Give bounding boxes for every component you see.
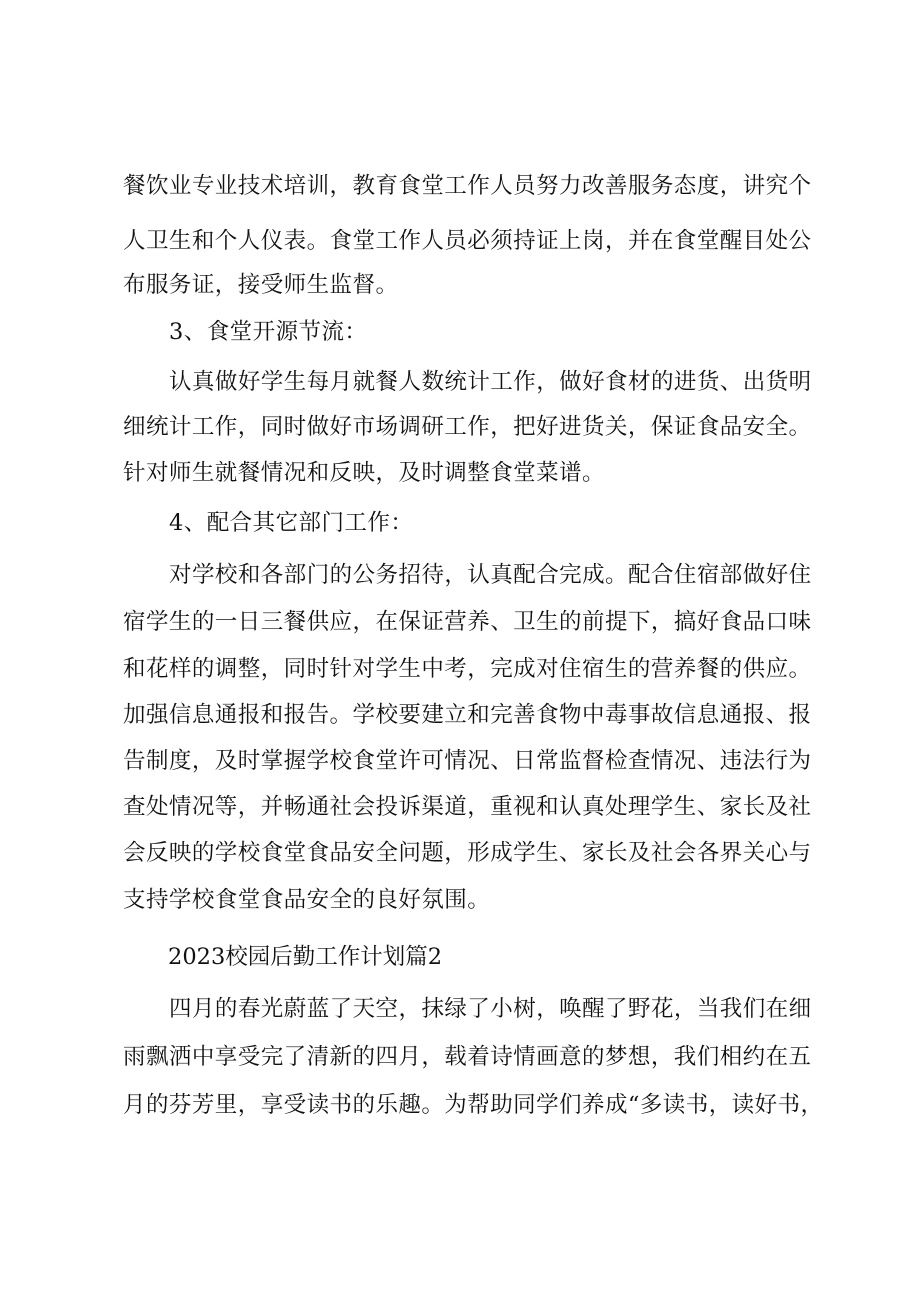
section-heading: 3、食堂开源节流： bbox=[169, 319, 368, 345]
body-text-line: 四月的春光蔚蓝了天空，抹绿了小树，唤醒了野花，当我们在细 bbox=[169, 996, 812, 1022]
body-text-line: 对学校和各部门的公务招待，认真配合完成。配合住宿部做好住 bbox=[169, 562, 812, 588]
body-text-line: 雨飘洒中享受完了清新的四月，载着诗情画意的梦想，我们相约在五 bbox=[123, 1044, 812, 1070]
body-text-line: 支持学校食堂食品安全的良好氛围。 bbox=[123, 887, 491, 913]
body-text-line: 针对师生就餐情况和反映，及时调整食堂菜谱。 bbox=[123, 460, 605, 486]
section-heading: 4、配合其它部门工作： bbox=[169, 510, 414, 536]
body-text-line: 布服务证，接受师生监督。 bbox=[123, 272, 399, 298]
body-text-line: 告制度，及时掌握学校食堂许可情况、日常监督检查情况、违法行为 bbox=[123, 748, 812, 774]
body-text-line: 和花样的调整，同时针对学生中考，完成对住宿生的营养餐的供应。 bbox=[123, 656, 812, 682]
body-text-line: 细统计工作，同时做好市场调研工作，把好进货关，保证食品安全。 bbox=[123, 414, 812, 440]
body-text-line: 会反映的学校食堂食品安全问题，形成学生、家长及社会各界关心与 bbox=[123, 840, 812, 866]
body-text-line: 月的芬芳里，享受读书的乐趣。为帮助同学们养成“多读书，读好书， bbox=[123, 1092, 824, 1118]
body-text-line: 加强信息通报和报告。学校要建立和完善食物中毒事故信息通报、报 bbox=[123, 702, 812, 728]
body-text-line: 人卫生和个人仪表。食堂工作人员必须持证上岗，并在食堂醒目处公 bbox=[123, 228, 812, 254]
body-text-line: 餐饮业专业技术培训，教育食堂工作人员努力改善服务态度，讲究个 bbox=[123, 173, 812, 199]
body-text-line: 宿学生的一日三餐供应，在保证营养、卫生的前提下，搞好食品口味 bbox=[123, 609, 812, 635]
body-text-line: 认真做好学生每月就餐人数统计工作，做好食材的进货、出货明 bbox=[169, 369, 812, 395]
body-text-line: 查处情况等，并畅通社会投诉渠道，重视和认真处理学生、家长及社 bbox=[123, 794, 812, 820]
plan-heading: 2023校园后勤工作计划篇2 bbox=[168, 944, 443, 970]
